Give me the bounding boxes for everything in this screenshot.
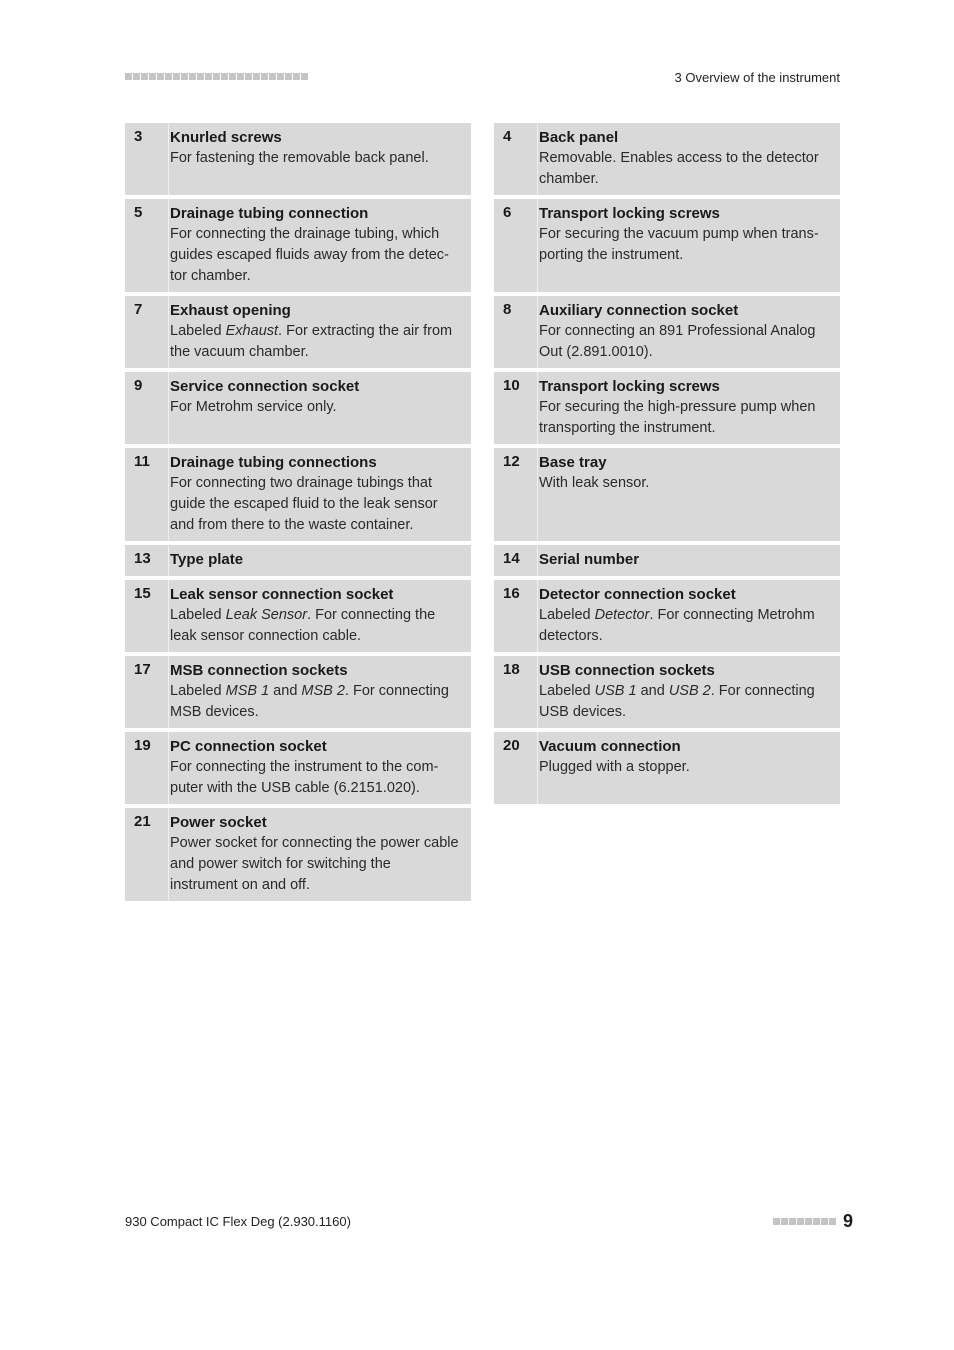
item-description: Labeled MSB 1 and MSB 2. For connecting MSB devices. [170, 683, 449, 720]
item-number: 10 [494, 372, 538, 444]
item-title: Base tray [539, 454, 607, 471]
item-description: Labeled Exhaust. For extracting the air from the vacuum chamber. [170, 323, 453, 360]
item-title: Transport locking screws [539, 378, 720, 395]
item-title: Drainage tubing connection [170, 205, 369, 222]
item-title: Transport locking screws [539, 205, 720, 222]
item-title: Leak sensor connection socket [170, 586, 394, 603]
header-decoration [125, 73, 308, 80]
item-description: For connecting the instrument to the com-puter with the USB cable (6.2151.020). [170, 759, 439, 796]
legend-item [494, 448, 840, 541]
item-description: Labeled Leak Sensor. For connecting the leak sensor connection cable. [170, 607, 436, 644]
item-number: 6 [494, 199, 538, 292]
item-description: For connecting the drainage tubing, which guides escaped fluids away from the detec-tor chamber. [170, 226, 449, 284]
legend-item [125, 296, 471, 368]
item-title: Serial number [539, 551, 640, 568]
item-description: Labeled Detector. For connecting Metrohm detectors. [539, 607, 815, 644]
item-number: 18 [494, 656, 538, 728]
item-number: 9 [125, 372, 169, 444]
item-number: 17 [125, 656, 169, 728]
legend-item [494, 732, 840, 804]
item-number: 13 [125, 545, 169, 576]
legend-item [494, 199, 840, 292]
item-title: Auxiliary connection socket [539, 302, 739, 319]
item-description: For connecting two drainage tubings that guide the escaped fluid to the leak sensor and from there to the waste container. [170, 475, 438, 533]
item-number: 20 [494, 732, 538, 804]
item-number: 11 [125, 448, 169, 541]
section-title: 3 Overview of the instrument [674, 70, 840, 85]
legend-column-left [125, 123, 471, 905]
legend-column-right [494, 123, 840, 808]
item-number: 12 [494, 448, 538, 541]
legend-item [125, 808, 471, 901]
legend-item [494, 545, 840, 576]
legend-item [125, 372, 471, 444]
item-description: Plugged with a stopper. [539, 759, 690, 775]
legend-item [494, 123, 840, 195]
item-title: Type plate [170, 551, 244, 568]
item-description: For fastening the removable back panel. [170, 150, 429, 166]
item-title: Drainage tubing connections [170, 454, 377, 471]
item-number: 8 [494, 296, 538, 368]
legend-item [125, 199, 471, 292]
item-title: Detector connection socket [539, 586, 736, 603]
item-description: Removable. Enables access to the detector chamber. [539, 150, 819, 187]
item-number: 4 [494, 123, 538, 195]
document-title: 930 Compact IC Flex Deg (2.930.1160) [125, 1214, 351, 1229]
legend-item [494, 656, 840, 728]
item-number: 15 [125, 580, 169, 652]
item-number: 16 [494, 580, 538, 652]
item-description: For securing the high-pressure pump when transporting the instrument. [539, 399, 816, 436]
item-number: 7 [125, 296, 169, 368]
item-title: USB connection sockets [539, 662, 715, 679]
legend-item [125, 656, 471, 728]
footer-decoration [773, 1218, 836, 1225]
item-description: For securing the vacuum pump when trans-porting the instrument. [539, 226, 819, 263]
item-title: Knurled screws [170, 129, 282, 146]
item-number: 3 [125, 123, 169, 195]
legend-item [494, 580, 840, 652]
legend-item [125, 123, 471, 195]
item-title: Power socket [170, 814, 267, 831]
item-description: For connecting an 891 Professional Analog Out (2.891.0010). [539, 323, 816, 360]
legend-item [125, 580, 471, 652]
page-number: 9 [843, 1211, 854, 1231]
item-title: PC connection socket [170, 738, 327, 755]
legend-item [125, 732, 471, 804]
item-title: Exhaust opening [170, 302, 291, 319]
legend-item [125, 545, 471, 576]
legend-item [125, 448, 471, 541]
item-number: 14 [494, 545, 538, 576]
item-number: 21 [125, 808, 169, 901]
item-description: Labeled USB 1 and USB 2. For connecting USB devices. [539, 683, 815, 720]
item-number: 19 [125, 732, 169, 804]
legend-item [494, 372, 840, 444]
item-number: 5 [125, 199, 169, 292]
item-description: For Metrohm service only. [170, 399, 337, 415]
item-title: Service connection socket [170, 378, 360, 395]
legend-item [494, 296, 840, 368]
item-title: Vacuum connection [539, 738, 681, 755]
item-title: Back panel [539, 129, 619, 146]
item-description: Power socket for connecting the power cable and power switch for switching the instrument on and off. [170, 835, 459, 893]
item-description: With leak sensor. [539, 475, 650, 491]
item-title: MSB connection sockets [170, 662, 348, 679]
